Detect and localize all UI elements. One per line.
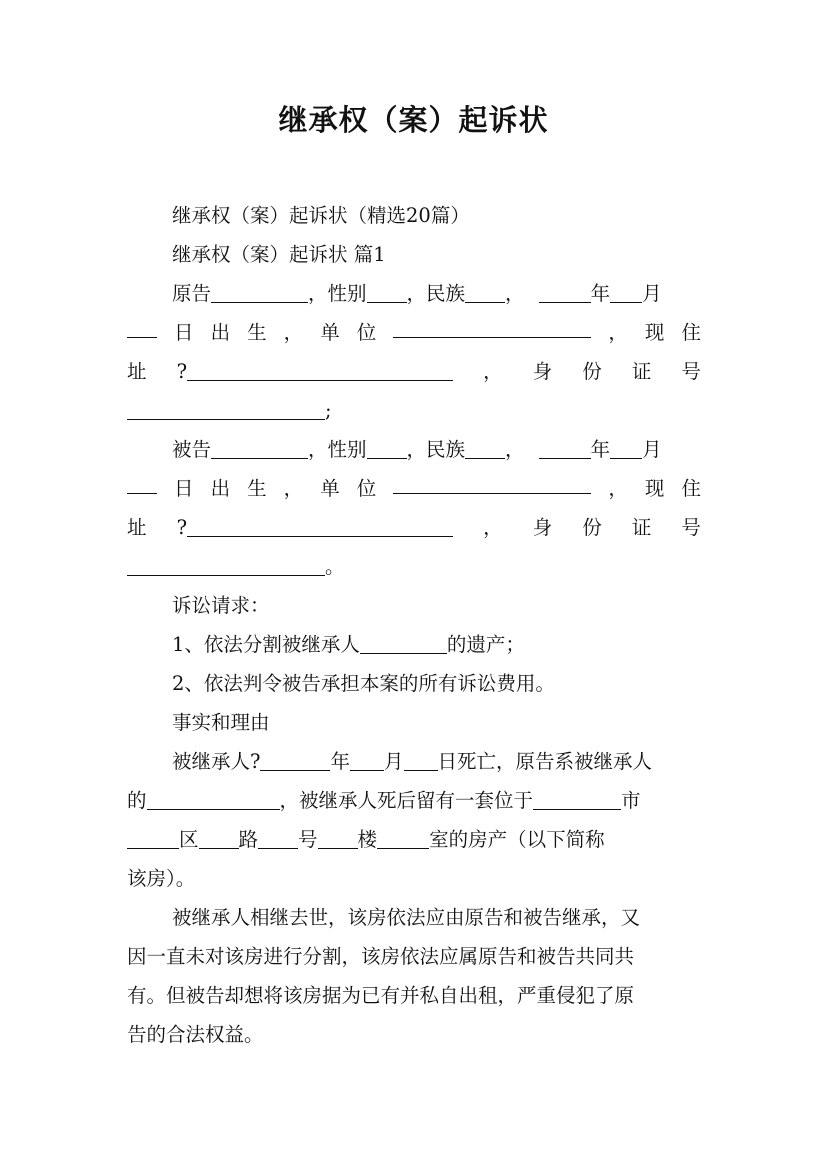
char-wei: 位 bbox=[356, 321, 377, 344]
char-chu: 出 bbox=[210, 477, 231, 500]
char-fen: 份 bbox=[582, 516, 602, 539]
district-label: 区 bbox=[179, 828, 199, 851]
number-label: 号 bbox=[298, 828, 318, 851]
facts-line-3 bbox=[127, 820, 701, 859]
char-sheng: 生 bbox=[247, 477, 267, 500]
char-xian: 现 bbox=[644, 477, 665, 500]
plaintiff-line-3 bbox=[127, 352, 701, 391]
char-wei: 位 bbox=[356, 477, 377, 500]
char-zhi: 址 bbox=[127, 516, 147, 539]
defendant-employer-blank bbox=[393, 469, 591, 494]
defendant-name-blank bbox=[211, 434, 308, 459]
semicolon: ; bbox=[325, 399, 332, 422]
relation-blank bbox=[147, 785, 280, 810]
document-title: 继承权（案）起诉状 bbox=[278, 103, 549, 137]
facts-text: 的 bbox=[127, 789, 147, 812]
year-label: 年 bbox=[590, 282, 611, 305]
facts-text: 日死亡，原告系被继承人 bbox=[437, 750, 653, 773]
facts-line-2 bbox=[127, 781, 701, 820]
plaintiff-address bbox=[177, 352, 453, 391]
char-dan: 单 bbox=[320, 321, 340, 344]
char-comma: ， bbox=[483, 360, 503, 383]
period: 。 bbox=[325, 555, 345, 578]
char-comma: ， bbox=[608, 321, 628, 344]
city-label: 市 bbox=[621, 789, 641, 812]
char-xian: 现 bbox=[644, 321, 665, 344]
claim-1-suffix: 的遗产； bbox=[446, 633, 525, 656]
question-mark: ? bbox=[176, 360, 188, 383]
comma-text: ， bbox=[505, 282, 525, 305]
facts-heading: 事实和理由 bbox=[172, 711, 270, 734]
plaintiff-year-blank bbox=[539, 278, 591, 303]
plaintiff-line-2 bbox=[127, 313, 701, 352]
subtitle-line: 继承权（案）起诉状（精选20篇） bbox=[172, 204, 470, 227]
defendant-line-2 bbox=[127, 469, 701, 508]
plaintiff-line-1 bbox=[127, 274, 701, 313]
char-zhi: 址 bbox=[127, 360, 147, 383]
para2-line-3: 有。但被告却想将该房据为已有并私自出租，严重侵犯了原 bbox=[127, 984, 635, 1007]
char-comma: ， bbox=[283, 477, 304, 500]
gender-label: ，性别 bbox=[308, 438, 367, 461]
facts-line-1 bbox=[127, 742, 701, 781]
room-blank bbox=[377, 824, 429, 849]
month-label: 月 bbox=[383, 750, 404, 773]
month-label: 月 bbox=[642, 438, 662, 461]
claim-1-prefix: 1、依法分割被继承人 bbox=[172, 633, 360, 656]
para2-line-2: 因一直未对该房进行分割，该房依法应属原告和被告共同共 bbox=[127, 945, 635, 968]
ethnicity-label: ，民族 bbox=[406, 438, 466, 461]
year-label: 年 bbox=[330, 750, 350, 773]
death-year-blank bbox=[260, 746, 330, 771]
char-hao: 号 bbox=[681, 516, 701, 539]
defendant-day-blank bbox=[127, 469, 157, 494]
facts-text: 室的房产（以下简称 bbox=[429, 828, 605, 851]
char-zhu: 住 bbox=[681, 477, 701, 500]
document-body bbox=[127, 196, 701, 1054]
char-hao: 号 bbox=[681, 360, 701, 383]
claim-1 bbox=[127, 625, 701, 664]
char-zheng: 证 bbox=[631, 360, 652, 383]
plaintiff-day-blank bbox=[127, 313, 157, 338]
char-shen: 身 bbox=[532, 360, 553, 383]
road-blank bbox=[199, 824, 239, 849]
char-zheng: 证 bbox=[631, 516, 652, 539]
question-mark: ? bbox=[176, 516, 188, 539]
char-comma: ， bbox=[483, 516, 503, 539]
gender-label: ，性别 bbox=[308, 282, 367, 305]
defendant-line-3 bbox=[127, 508, 701, 547]
defendant-id-blank bbox=[127, 551, 325, 576]
defendant-line-4 bbox=[127, 547, 701, 586]
plaintiff-address-blank bbox=[187, 356, 453, 381]
claims-heading: 诉讼请求： bbox=[172, 594, 270, 617]
para2-line-1: 被继承人相继去世，该房依法应由原告和被告继承，又 bbox=[172, 906, 641, 929]
char-sheng: 生 bbox=[247, 321, 267, 344]
year-label: 年 bbox=[590, 438, 611, 461]
death-day-blank bbox=[404, 746, 438, 771]
district-blank bbox=[127, 824, 179, 849]
char-dan: 单 bbox=[320, 477, 340, 500]
defendant-ethnicity-blank bbox=[465, 434, 505, 459]
char-comma: ， bbox=[283, 321, 304, 344]
defendant-gender-blank bbox=[367, 434, 407, 459]
month-label: 月 bbox=[642, 282, 662, 305]
ethnicity-label: ，民族 bbox=[406, 282, 466, 305]
defendant-line-1 bbox=[127, 430, 701, 469]
defendant-month-blank bbox=[610, 434, 642, 459]
para2-line-4: 告的合法权益。 bbox=[127, 1023, 264, 1046]
char-comma: ， bbox=[608, 477, 628, 500]
plaintiff-name-blank bbox=[211, 278, 308, 303]
plaintiff-label: 原告 bbox=[172, 282, 212, 305]
defendant-year-blank bbox=[539, 434, 591, 459]
claim-2: 2、依法判令被告承担本案的所有诉讼费用。 bbox=[172, 672, 555, 695]
city-blank bbox=[533, 785, 621, 810]
decedent-blank bbox=[360, 629, 447, 654]
plaintiff-gender-blank bbox=[367, 278, 407, 303]
facts-text: ，被继承人死后留有一套位于 bbox=[279, 789, 534, 812]
facts-text: 被继承人? bbox=[172, 750, 261, 773]
comma-text: ， bbox=[505, 438, 525, 461]
plaintiff-line-4 bbox=[127, 391, 701, 430]
char-shen: 身 bbox=[532, 516, 553, 539]
plaintiff-employer-blank bbox=[393, 313, 591, 338]
plaintiff-id-blank bbox=[127, 395, 325, 420]
defendant-address bbox=[177, 508, 453, 547]
plaintiff-month-blank bbox=[610, 278, 642, 303]
facts-line-4: 该房）。 bbox=[127, 867, 196, 890]
plaintiff-ethnicity-blank bbox=[465, 278, 505, 303]
char-day: 日 bbox=[174, 321, 194, 344]
char-chu: 出 bbox=[210, 321, 231, 344]
char-day: 日 bbox=[174, 477, 194, 500]
char-zhu: 住 bbox=[681, 321, 701, 344]
char-fen: 份 bbox=[582, 360, 602, 383]
defendant-address-blank bbox=[187, 512, 453, 537]
building-blank bbox=[318, 824, 358, 849]
building-label: 楼 bbox=[357, 828, 378, 851]
number-blank bbox=[258, 824, 298, 849]
defendant-label: 被告 bbox=[172, 438, 212, 461]
section-heading: 继承权（案）起诉状 篇1 bbox=[172, 243, 386, 266]
death-month-blank bbox=[350, 746, 384, 771]
road-label: 路 bbox=[238, 828, 259, 851]
